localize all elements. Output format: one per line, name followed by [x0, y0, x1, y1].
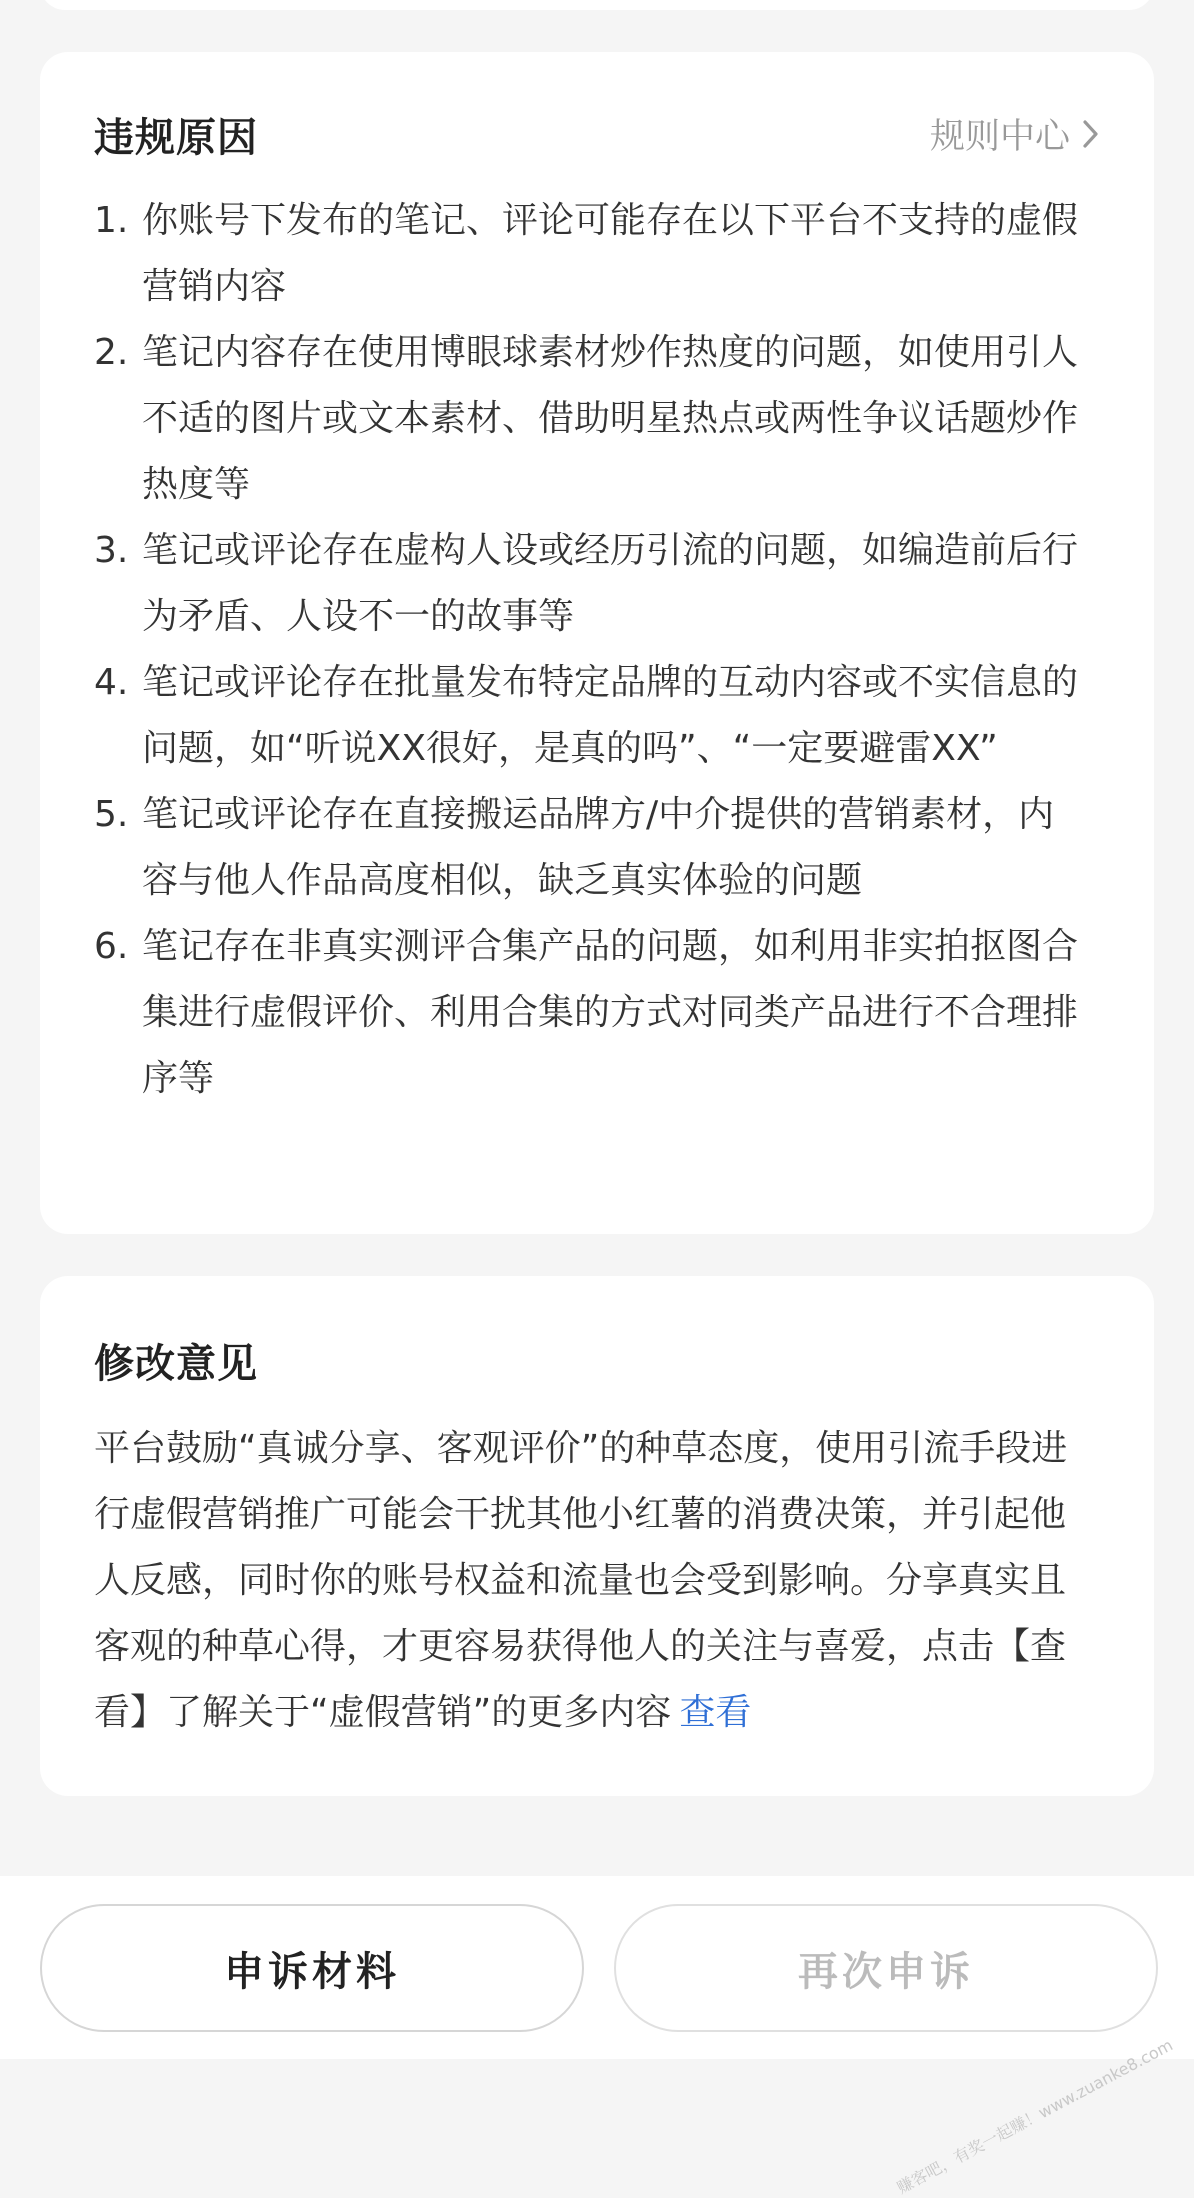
- violation-title: 违规原因: [94, 114, 258, 161]
- reason-number: 1.: [94, 200, 129, 241]
- reason-number: 6.: [94, 926, 129, 967]
- reason-number: 2.: [94, 332, 129, 373]
- reason-number: 4.: [94, 662, 129, 703]
- reason-number: 5.: [94, 794, 129, 835]
- rules-center-link[interactable]: [930, 109, 1100, 159]
- reason-item: [94, 320, 1100, 518]
- violation-reason-list: [94, 188, 1100, 1112]
- watermark: 赚客吧，有奖一起赚！www.zuanke8.com: [893, 2035, 1176, 2198]
- chevron-right-icon: [1082, 119, 1100, 149]
- reason-number: 3.: [94, 530, 129, 571]
- reason-item: [94, 914, 1100, 1112]
- rules-center-label: 规则中心: [929, 117, 1070, 157]
- reason-item: [94, 650, 1100, 782]
- violation-header: [94, 102, 1100, 166]
- reason-item: [94, 188, 1100, 320]
- advice-body: [94, 1416, 1100, 1746]
- advice-text: 平台鼓励“真诚分享、客观评价”的种草态度，使用引流手段进行虚假营销推广可能会干扰其他小红薯的消费决策，并引起他人反感，同时你的账号权益和流量也会受到影响。分享真实且客观的种草心得，才更容易获得他人的关注与喜爱，点击【查看】了解关于“虚假营销”的更多内容: [94, 1428, 1068, 1733]
- violation-reason-card: [40, 52, 1154, 1234]
- modification-advice-card: [40, 1276, 1154, 1796]
- reason-text: 笔记内容存在使用博眼球素材炒作热度的问题，如使用引人不适的图片或文本素材、借助明星热点或两性争议话题炒作热度等: [142, 332, 1079, 505]
- previous-card-edge: [40, 0, 1154, 10]
- reason-text: 笔记或评论存在直接搬运品牌方/中介提供的营销素材，内容与他人作品高度相似，缺乏真实体验的问题: [142, 794, 1055, 901]
- reason-text: 笔记或评论存在虚构人设或经历引流的问题，如编造前后行为矛盾、人设不一的故事等: [142, 530, 1079, 637]
- reason-item: [94, 518, 1100, 650]
- reason-item: [94, 782, 1100, 914]
- reason-text: 笔记或评论存在批量发布特定品牌的互动内容或不实信息的问题，如“听说XX很好，是真的吗”、“一定要避雷XX”: [142, 662, 1079, 769]
- bottom-action-bar: [0, 1876, 1194, 2198]
- reason-text: 笔记存在非真实测评合集产品的问题，如利用非实拍抠图合集进行虚假评价、利用合集的方式对同类产品进行不合理排序等: [142, 926, 1079, 1099]
- view-link[interactable]: 查看: [679, 1692, 752, 1733]
- reason-text: 你账号下发布的笔记、评论可能存在以下平台不支持的虚假营销内容: [142, 200, 1079, 307]
- advice-header: [94, 1328, 1100, 1392]
- advice-title: 修改意见: [94, 1340, 258, 1387]
- reappeal-button[interactable]: 再次申诉: [614, 1904, 1158, 2032]
- appeal-materials-button[interactable]: 申诉材料: [40, 1904, 584, 2032]
